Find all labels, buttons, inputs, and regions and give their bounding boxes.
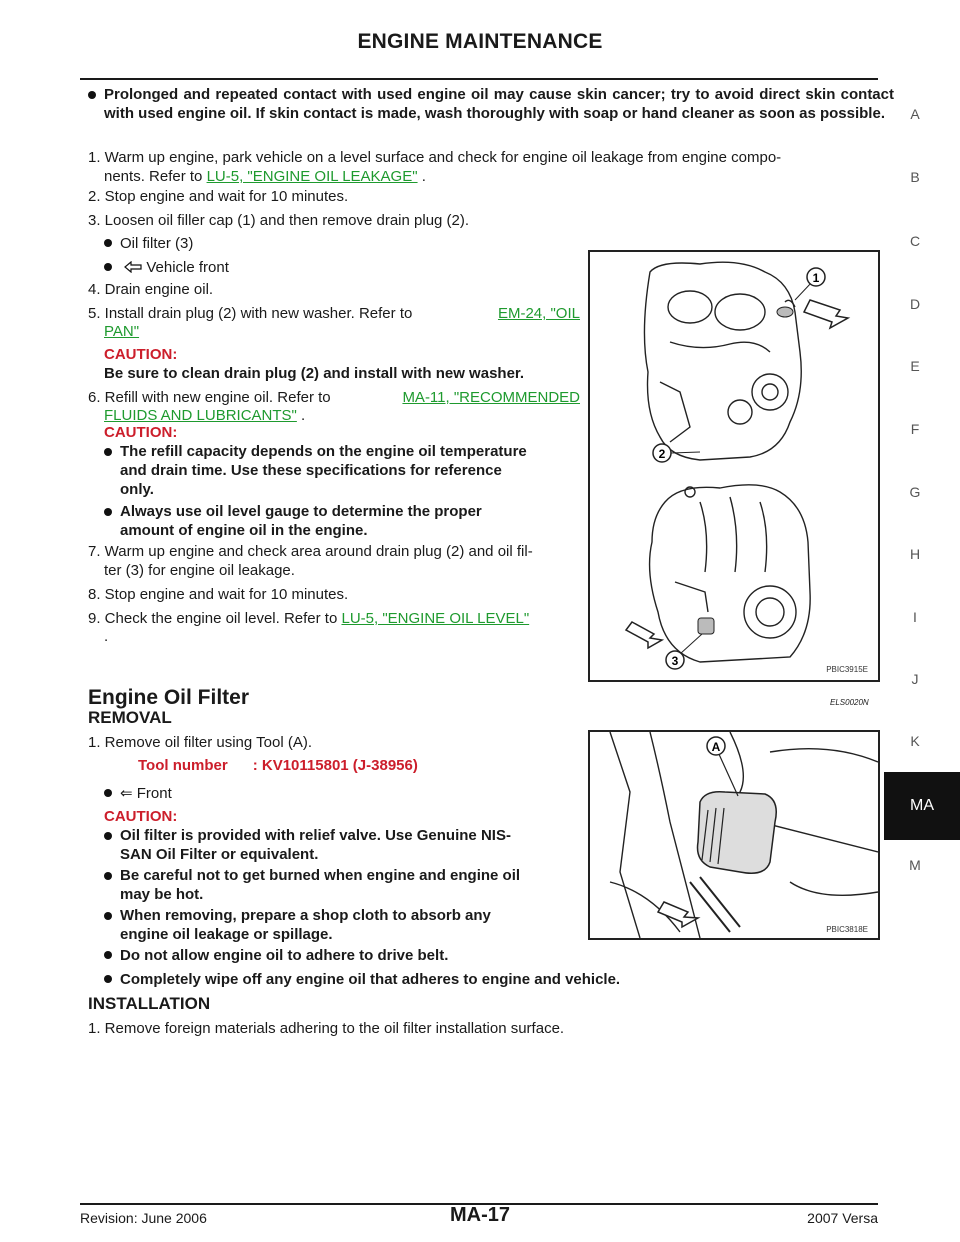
side-index-ma-active[interactable]: MA	[884, 772, 960, 840]
figure-1-code: PBIC3915E	[826, 665, 868, 674]
step-1-line-b	[104, 167, 426, 186]
step-6-end: .	[296, 407, 306, 424]
tool-number: Tool number : KV10115801 (J-38956)	[138, 757, 418, 774]
step-2: 2. Stop engine and wait for 10 minutes.	[88, 188, 349, 205]
removal-heading: REMOVAL	[88, 708, 172, 727]
link-lu5-level[interactable]: LU-5, "ENGINE OIL LEVEL"	[341, 610, 530, 627]
side-index-d[interactable]: D	[909, 296, 921, 312]
side-index-i[interactable]: I	[913, 609, 917, 625]
callout-2: 2	[658, 447, 666, 461]
installation-heading: INSTALLATION	[88, 994, 211, 1013]
bullet-icon	[104, 975, 112, 983]
caution-2-a: The refill capacity depends on the engine oil temperature	[120, 443, 527, 460]
removal-caution-1-b: SAN Oil Filter or equivalent.	[120, 846, 319, 863]
step-6-text: 6. Refill with new engine oil. Refer to	[88, 389, 331, 406]
caution-1-text: Be sure to clean drain plug (2) and install with new washer.	[104, 365, 525, 382]
footer-model: 2007 Versa	[807, 1210, 878, 1226]
caution-2	[104, 442, 580, 499]
step-1-end: .	[417, 168, 426, 185]
link-em24-a[interactable]: EM-24, "OIL	[497, 305, 580, 322]
removal-caution-3-b: engine oil leakage or spillage.	[120, 926, 333, 943]
step-9	[88, 609, 529, 628]
step-1-refer: nents. Refer to	[104, 168, 203, 185]
page-title: ENGINE MAINTENANCE	[357, 30, 603, 53]
section-ref: ELS0020N	[830, 698, 869, 707]
step-4: 4. Drain engine oil.	[88, 281, 214, 298]
removal-caution-3	[104, 906, 580, 944]
bullet-icon	[104, 263, 112, 271]
removal-step-1: 1. Remove oil filter using Tool (A).	[88, 734, 312, 751]
step-5-text: 5. Install drain plug (2) with new washer. Refer to	[88, 305, 413, 322]
side-index-f[interactable]: F	[910, 421, 920, 437]
bullet-icon	[104, 508, 112, 516]
callout-1: 1	[812, 271, 820, 285]
caution-label-3: CAUTION:	[104, 808, 178, 825]
link-lu5-leakage[interactable]: LU-5, "ENGINE OIL LEAKAGE"	[206, 168, 418, 185]
caution-2-b: and drain time. Use these specifications for reference	[120, 462, 502, 479]
caution-3-b: amount of engine oil in the engine.	[120, 522, 368, 539]
bullet-icon	[88, 91, 96, 99]
figure-2-code: PBIC3818E	[826, 925, 868, 934]
side-index-g[interactable]: G	[909, 484, 921, 500]
section-title: Engine Oil Filter	[88, 686, 250, 709]
bullet-icon	[104, 239, 112, 247]
bullet-icon	[104, 951, 112, 959]
header-divider	[80, 78, 878, 80]
side-index-h[interactable]: H	[909, 546, 921, 562]
step-8: 8. Stop engine and wait for 10 minutes.	[88, 586, 349, 603]
step-7-a: 7. Warm up engine and check area around drain plug (2) and oil fil-	[88, 543, 533, 560]
removal-caution-1	[104, 826, 580, 864]
figure-engine-illustration	[588, 250, 880, 682]
bullet-front-text: ⇐ Front	[120, 785, 172, 802]
caution-3-a: Always use oil level gauge to determine the proper	[120, 503, 482, 520]
bullet-icon	[104, 832, 112, 840]
side-index-c[interactable]: C	[909, 233, 921, 249]
callout-3: 3	[671, 654, 679, 668]
removal-caution-4	[104, 946, 448, 965]
link-ma11-b[interactable]: FLUIDS AND LUBRICANTS"	[104, 407, 297, 424]
bullet-oil-filter-text: Oil filter (3)	[120, 235, 194, 252]
installation-step-1: 1. Remove foreign materials adhering to the oil filter installation surface.	[88, 1020, 565, 1037]
bullet-front	[104, 784, 172, 803]
step-9-end: .	[104, 628, 109, 645]
page-number: MA-17	[449, 1204, 510, 1226]
bullet-icon	[104, 789, 112, 797]
callout-a: A	[711, 740, 721, 754]
warning-item	[88, 85, 894, 123]
step-1-line-a: 1. Warm up engine, park vehicle on a level surface and check for engine oil leakage from engine compo-	[88, 149, 782, 166]
link-em24-b[interactable]: PAN"	[104, 323, 140, 340]
bullet-icon	[104, 912, 112, 920]
footer-revision: Revision: June 2006	[80, 1210, 207, 1226]
step-9-text: 9. Check the engine oil level. Refer to	[88, 610, 338, 627]
step-6-line-a	[88, 388, 580, 407]
caution-2-c: only.	[120, 481, 154, 498]
caution-3	[104, 502, 580, 540]
step-5-line-a	[88, 304, 580, 323]
removal-caution-4-text: Do not allow engine oil to adhere to drive belt.	[120, 947, 449, 964]
removal-caution-1-a: Oil filter is provided with relief valve. Use Genuine NIS-	[120, 827, 511, 844]
side-index-j[interactable]: J	[911, 671, 919, 687]
bullet-vehicle-front	[104, 258, 229, 277]
front-arrow-icon	[124, 261, 142, 273]
removal-caution-2	[104, 866, 580, 904]
side-index-m[interactable]: M	[909, 857, 921, 873]
removal-caution-5-text: Completely wipe off any engine oil that adheres to engine and vehicle.	[120, 971, 621, 988]
removal-caution-5	[104, 970, 620, 989]
removal-caution-2-a: Be careful not to get burned when engine and engine oil	[120, 867, 521, 884]
caution-label-1: CAUTION:	[104, 346, 178, 363]
caution-label-2: CAUTION:	[104, 424, 178, 441]
oil-filter-illustration	[590, 732, 878, 938]
bullet-icon	[104, 448, 112, 456]
bullet-icon	[104, 872, 112, 880]
step-7-b: ter (3) for engine oil leakage.	[104, 562, 295, 579]
removal-caution-3-a: When removing, prepare a shop cloth to absorb any	[120, 907, 491, 924]
engine-illustration	[590, 252, 878, 680]
warning-text: Prolonged and repeated contact with used engine oil may cause skin cancer; try to avoid direct skin contact with used engine oil. If skin contact is made, wash thoroughly with soap or hand cleaner as soon as possible.	[104, 86, 894, 122]
bullet-oil-filter	[104, 234, 193, 253]
side-index-a[interactable]: A	[910, 106, 920, 122]
side-index-b[interactable]: B	[910, 169, 920, 185]
figure-oil-filter-removal	[588, 730, 880, 940]
link-ma11-a[interactable]: MA-11, "RECOMMENDED	[402, 389, 580, 406]
side-index-e[interactable]: E	[910, 358, 920, 374]
removal-caution-2-b: may be hot.	[120, 886, 204, 903]
bullet-vehicle-front-text: Vehicle front	[146, 259, 229, 276]
step-3: 3. Loosen oil filler cap (1) and then remove drain plug (2).	[88, 212, 470, 229]
side-index-k[interactable]: K	[910, 733, 920, 749]
